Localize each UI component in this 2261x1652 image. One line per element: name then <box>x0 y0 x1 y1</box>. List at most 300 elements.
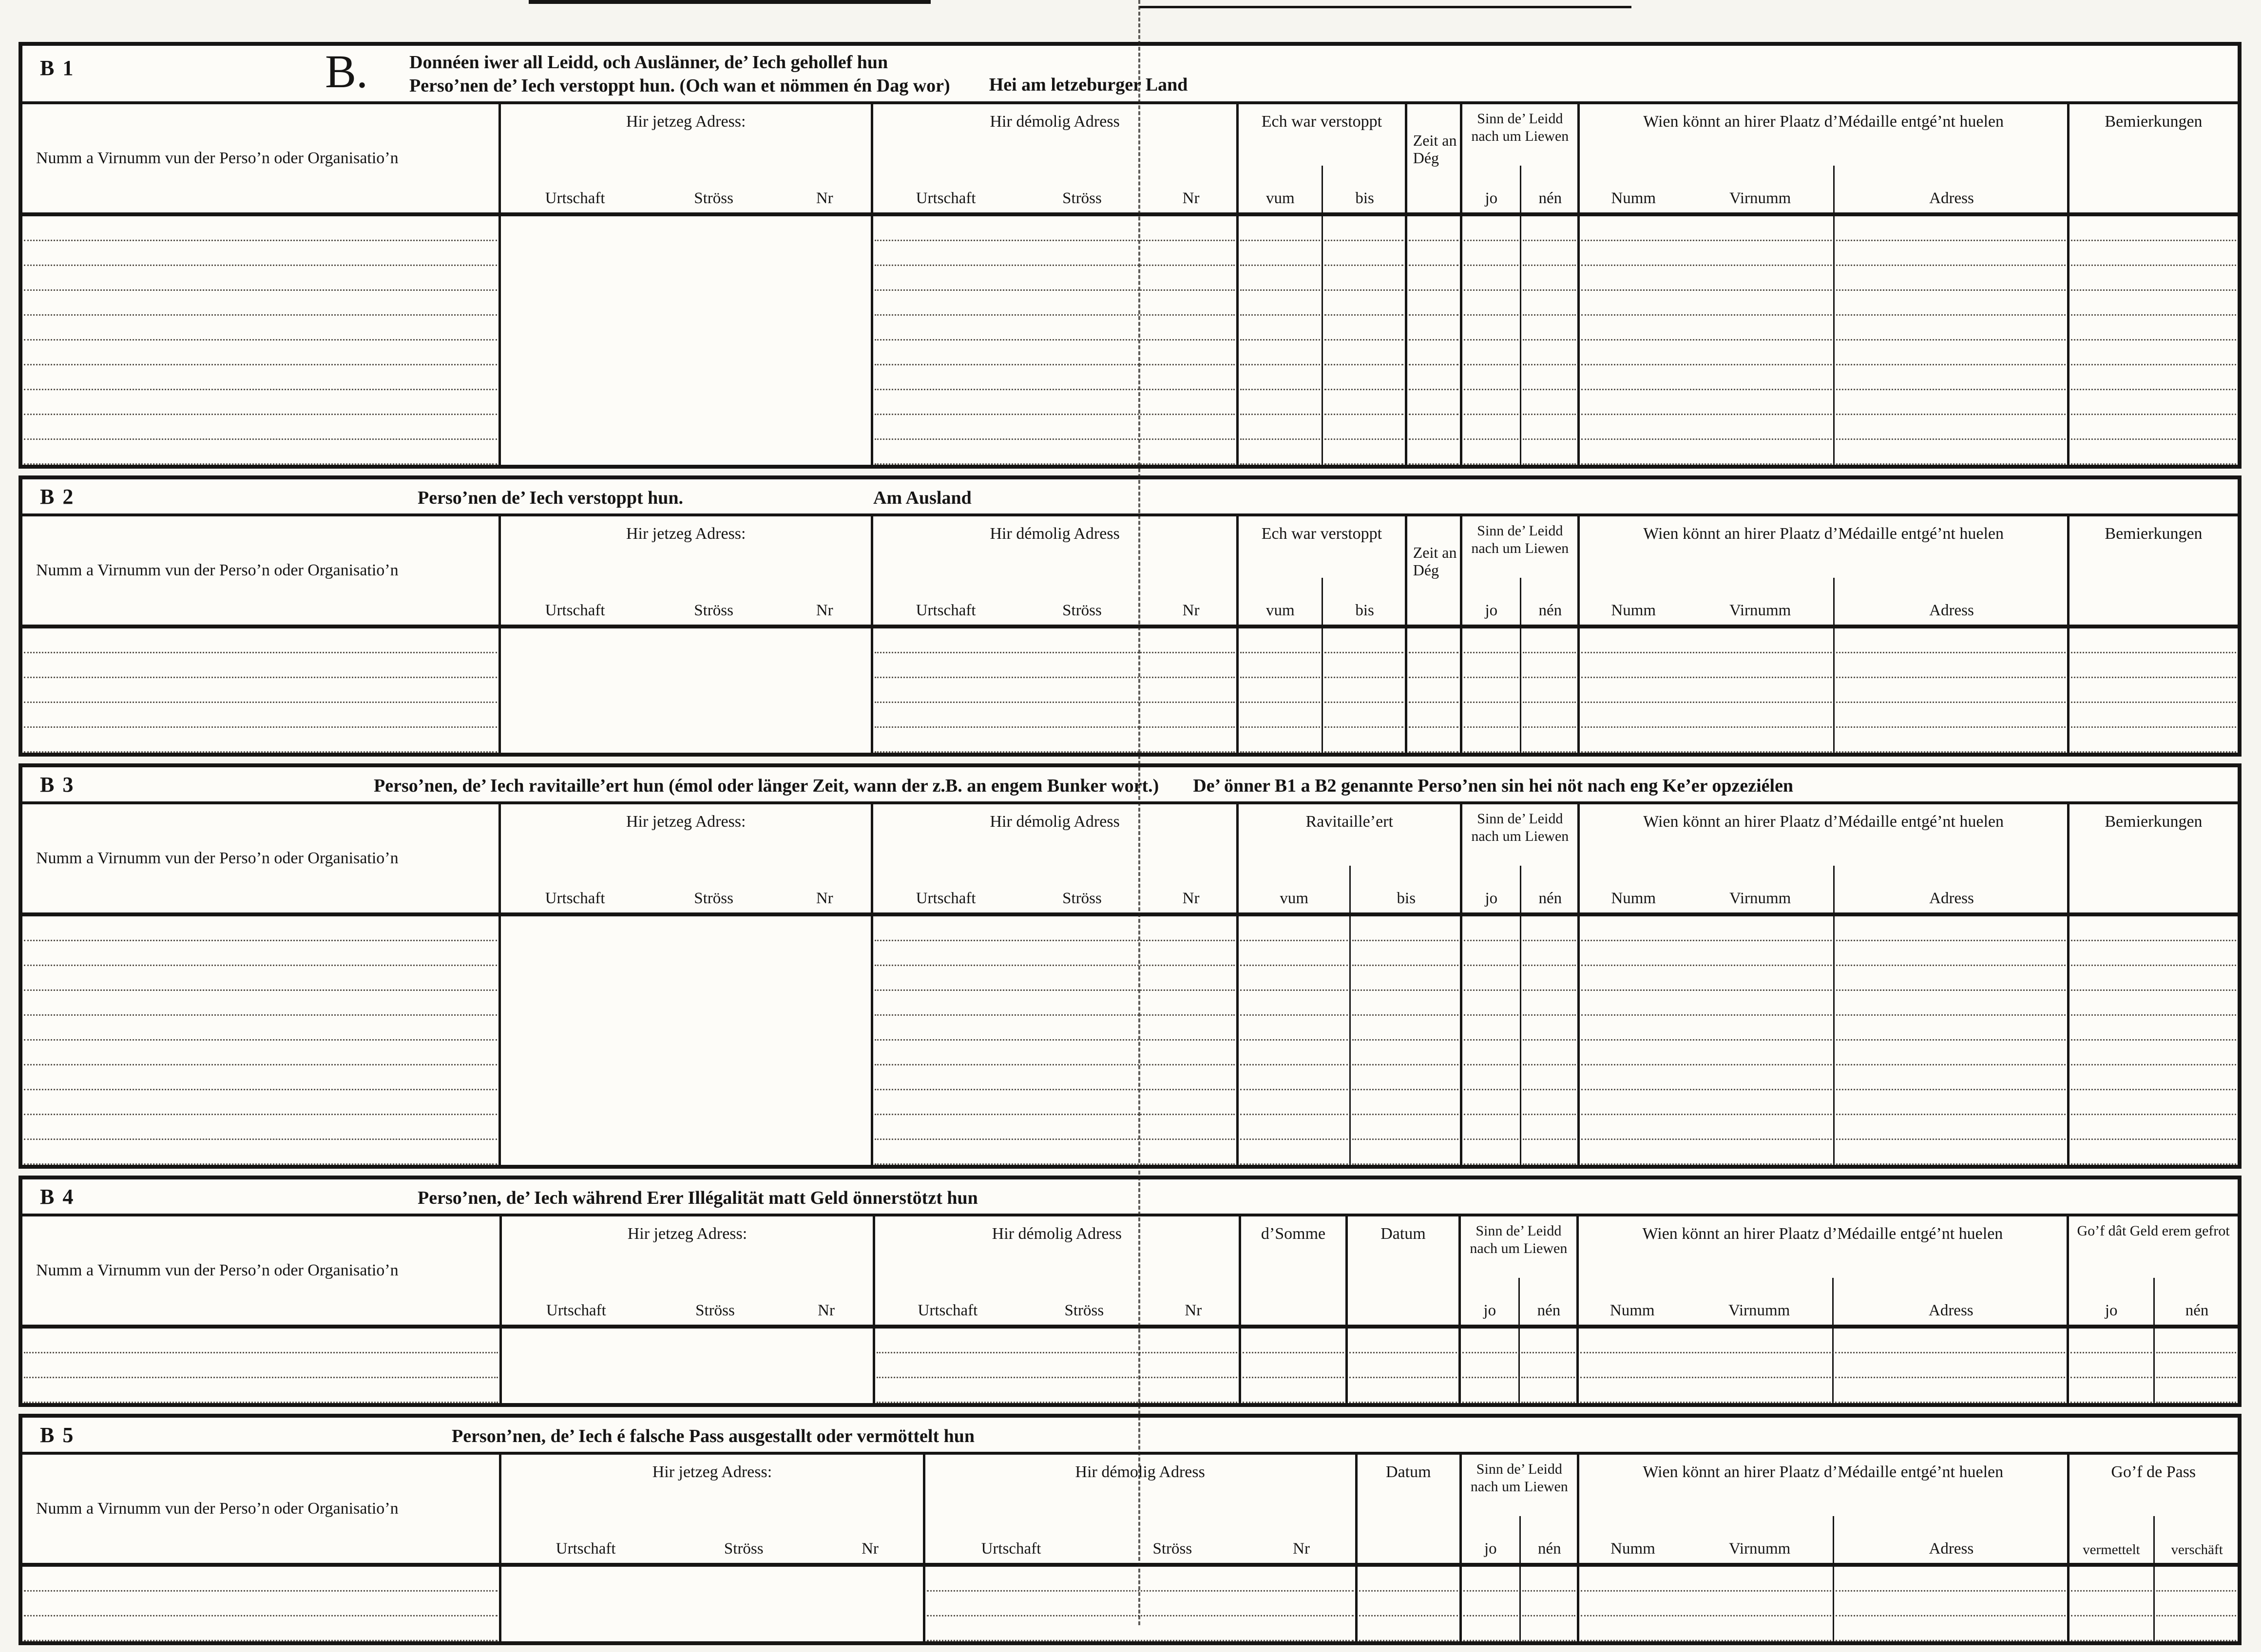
colheader-still-alive: Sinn de’ Leidd nach um Liewen jo nén <box>1459 1455 1577 1563</box>
fill-column-former-address <box>871 916 1236 1165</box>
dotted-fill-line <box>1836 415 2066 440</box>
dotted-fill-line <box>1352 941 1458 966</box>
subheader-no: nén <box>2153 1278 2239 1325</box>
dotted-fill-line <box>1324 341 1403 365</box>
dotted-fill-line <box>24 241 497 266</box>
dotted-fill-line <box>1464 966 1518 991</box>
section-id: B 2 <box>40 485 75 509</box>
dotted-fill-line <box>2071 628 2236 653</box>
dotted-fill-line <box>2071 966 2236 991</box>
dotted-fill-line <box>875 1065 1235 1090</box>
colheader-current-address: Hir jetzeg Adress: Urtschaft Ströss Nr <box>498 804 871 912</box>
dotted-fill-line <box>2071 678 2236 703</box>
dotted-fill-line <box>1324 653 1403 678</box>
dotted-fill-line <box>1836 628 2066 653</box>
subheader-surname: Numm <box>1611 602 1656 619</box>
dotted-fill-line <box>1836 966 2066 991</box>
colheader-former-address: Hir démolig Adress Urtschaft Ströss Nr <box>871 516 1236 625</box>
dotted-fill-line <box>2070 1378 2152 1403</box>
dotted-fill-line <box>2071 241 2236 266</box>
dotted-fill-line <box>2071 440 2236 465</box>
dotted-fill-line <box>1523 966 1576 991</box>
dotted-fill-line <box>1240 966 1348 991</box>
dotted-fill-line <box>1359 1567 1458 1592</box>
dotted-fill-line <box>1409 703 1459 728</box>
dotted-fill-line <box>2071 991 2236 1016</box>
colheader-supplied-period: Ravitaille’ert vum bis <box>1236 804 1460 912</box>
subheader-firstname: Virnumm <box>1686 1516 1834 1563</box>
dotted-fill-line <box>24 703 497 728</box>
dotted-fill-line <box>1463 1616 1518 1641</box>
dotted-fill-line <box>1523 628 1576 653</box>
section-title: Perso’nen de’ Iech verstoppt hun. <box>418 488 684 508</box>
dotted-fill-line <box>875 966 1235 991</box>
dotted-fill-line <box>875 991 1235 1016</box>
fill-column-alive <box>1460 916 1577 1165</box>
dotted-fill-line <box>1409 241 1459 266</box>
dotted-fill-line <box>1523 703 1576 728</box>
section-title: Person’nen, de’ Iech é falsche Pass ausgestallt oder vermöttelt hun <box>452 1426 975 1446</box>
fill-column-hidden-period <box>1236 216 1405 465</box>
section-b5-titlebar <box>22 1418 2238 1455</box>
dotted-fill-line <box>2071 1041 2236 1065</box>
dotted-fill-line <box>1464 216 1518 241</box>
dotted-fill-line <box>1581 1140 1832 1165</box>
dotted-fill-line <box>1409 266 1459 291</box>
subheader-number: Nr <box>818 1302 835 1319</box>
colheader-current-address: Hir jetzeg Adress: Urtschaft Ströss Nr <box>499 1216 872 1325</box>
dotted-fill-line <box>1581 365 1832 390</box>
dotted-fill-line <box>1836 365 2066 390</box>
dotted-fill-line <box>1464 703 1518 728</box>
section-b4 <box>19 1176 2242 1407</box>
dotted-fill-line <box>2071 1016 2236 1041</box>
dotted-fill-line <box>1580 1329 1831 1353</box>
dotted-fill-line <box>875 1140 1235 1165</box>
section-b4-titlebar <box>22 1179 2238 1216</box>
dotted-fill-line <box>1359 1592 1458 1616</box>
dotted-fill-line <box>1836 728 2066 753</box>
dotted-fill-line <box>875 653 1235 678</box>
dotted-fill-line <box>1581 266 1832 291</box>
subheader-street: Ströss <box>694 890 733 907</box>
subheader-yes: jo <box>1483 1302 1496 1319</box>
dotted-fill-line <box>1523 1065 1576 1090</box>
dotted-fill-line <box>1324 678 1403 703</box>
dotted-fill-line <box>1409 341 1459 365</box>
dotted-fill-line <box>1240 216 1320 241</box>
dotted-fill-line <box>1523 678 1576 703</box>
dotted-fill-line <box>1581 678 1832 703</box>
dotted-fill-line <box>2071 1140 2236 1165</box>
dotted-fill-line <box>1522 1592 1575 1616</box>
dotted-fill-line <box>1581 703 1832 728</box>
dotted-fill-line <box>1409 316 1459 341</box>
subheader-town: Urtschaft <box>916 890 976 907</box>
dotted-fill-line <box>1836 1567 2065 1592</box>
section-title: Perso’nen, de’ Iech ravitaille’ert hun (émol oder länger Zeit, wann der z.B. an engem Bunker wort.) <box>374 776 1159 796</box>
subheader-no: nén <box>1519 1516 1578 1563</box>
dotted-fill-line <box>1464 728 1518 753</box>
dotted-fill-line <box>1523 1090 1576 1115</box>
dotted-fill-line <box>1462 1353 1517 1378</box>
dotted-fill-line <box>24 365 497 390</box>
colheader-medal-recipient: Wien könnt an hirer Plaatz d’Médaille entgé’nt huelen Numm Virnumm Adress <box>1577 1455 2067 1563</box>
section-b2-header-row <box>22 516 2238 628</box>
dotted-fill-line <box>1521 1329 1574 1353</box>
section-title-line1: Donnéen iwer all Leidd, och Auslänner, de’ Iech gehollef hun <box>409 52 888 73</box>
section-id: B 3 <box>40 773 75 797</box>
dotted-fill-line <box>1359 1616 1458 1641</box>
dotted-fill-line <box>2156 1616 2236 1641</box>
dotted-fill-line <box>2070 1353 2152 1378</box>
dotted-fill-line <box>24 966 497 991</box>
dotted-fill-line <box>1240 1090 1348 1115</box>
dotted-fill-line <box>1240 241 1320 266</box>
dotted-fill-line <box>1464 1041 1518 1065</box>
subheader-address: Adress <box>1929 890 1974 907</box>
dotted-fill-line <box>1836 1041 2066 1065</box>
dotted-fill-line <box>1324 703 1403 728</box>
dotted-fill-line <box>1581 653 1832 678</box>
fill-column-name <box>22 916 498 1165</box>
dotted-fill-line <box>24 216 497 241</box>
subheader-street: Ströss <box>1062 190 1102 207</box>
colheader-former-address: Hir démolig Adress Urtschaft Ströss Nr <box>871 104 1236 212</box>
dotted-fill-line <box>1581 241 1832 266</box>
dotted-fill-line <box>2071 941 2236 966</box>
dotted-fill-line <box>2071 653 2236 678</box>
dotted-fill-line <box>24 653 497 678</box>
dotted-fill-line <box>1464 628 1518 653</box>
subheader-town: Urtschaft <box>546 1302 606 1319</box>
subheader-number: Nr <box>862 1540 879 1557</box>
dotted-fill-line <box>1324 316 1403 341</box>
subheader-yes: jo <box>2105 1302 2118 1319</box>
subheader-number: Nr <box>1185 1302 1202 1319</box>
subheader-firstname: Virnumm <box>1687 578 1835 625</box>
dotted-fill-line <box>1835 1378 2065 1403</box>
dotted-fill-line <box>1523 415 1576 440</box>
subheader-street: Ströss <box>695 1302 735 1319</box>
section-b1-titlebar <box>22 46 2238 104</box>
colheader-hidden-period: Ech war verstoppt vum bis <box>1236 104 1405 212</box>
dotted-fill-line <box>2071 316 2236 341</box>
subheader-town: Urtschaft <box>981 1540 1041 1557</box>
dotted-fill-line <box>1352 1090 1458 1115</box>
dotted-fill-line <box>24 1041 497 1065</box>
dotted-fill-line <box>1240 703 1320 728</box>
dotted-fill-line <box>1835 1353 2065 1378</box>
dotted-fill-line <box>2071 341 2236 365</box>
dotted-fill-line <box>1523 653 1576 678</box>
dotted-fill-line <box>24 1115 497 1140</box>
section-b1 <box>19 42 2242 469</box>
colheader-current-address: Hir jetzeg Adress: Urtschaft Ströss Nr <box>499 1455 922 1563</box>
dotted-fill-line <box>24 1353 498 1378</box>
dotted-fill-line <box>1464 1115 1518 1140</box>
dotted-fill-line <box>1349 1378 1457 1403</box>
colheader-still-alive: Sinn de’ Leidd nach um Liewen jo nén <box>1460 104 1577 212</box>
subheader-address: Adress <box>1929 602 1974 619</box>
colheader-time-in-days: Zeit an Dég <box>1405 516 1460 625</box>
subheader-address: Adress <box>1929 1540 1974 1557</box>
dotted-fill-line <box>1836 991 2066 1016</box>
dotted-fill-line <box>24 1090 497 1115</box>
dotted-fill-line <box>1464 291 1518 316</box>
subheader-town: Urtschaft <box>916 602 976 619</box>
dotted-fill-line <box>1523 291 1576 316</box>
dotted-fill-line <box>1836 1616 2065 1641</box>
dotted-fill-line <box>1836 266 2066 291</box>
dotted-fill-line <box>1352 991 1458 1016</box>
dotted-fill-line <box>2071 216 2236 241</box>
dotted-fill-line <box>24 941 497 966</box>
colheader-remarks: Bemierkungen <box>2067 104 2238 212</box>
dotted-fill-line <box>1324 241 1403 266</box>
dotted-fill-line <box>1523 941 1576 966</box>
subheader-to: bis <box>1322 578 1406 625</box>
colheader-name: Numm a Virnumm vun der Perso’n oder Organisatio’n <box>36 849 399 867</box>
dotted-fill-line <box>875 266 1235 291</box>
dotted-fill-line <box>1581 916 1832 941</box>
dotted-fill-line <box>1581 1065 1832 1090</box>
subheader-surname: Numm <box>1611 190 1656 207</box>
dotted-fill-line <box>24 266 497 291</box>
dotted-fill-line <box>1240 628 1320 653</box>
dotted-fill-line <box>1836 216 2066 241</box>
section-b4-header-row <box>22 1216 2238 1329</box>
dotted-fill-line <box>1836 703 2066 728</box>
dotted-fill-line <box>1836 316 2066 341</box>
subheader-town: Urtschaft <box>545 602 605 619</box>
dotted-fill-line <box>1581 941 1832 966</box>
dotted-fill-line <box>875 703 1235 728</box>
subheader-town: Urtschaft <box>545 190 605 207</box>
subheader-surname: Numm <box>1610 1302 1655 1319</box>
colheader-still-alive: Sinn de’ Leidd nach um Liewen jo nén <box>1460 516 1577 625</box>
dotted-fill-line <box>1522 1567 1575 1592</box>
dotted-fill-line <box>1352 1016 1458 1041</box>
subheader-town: Urtschaft <box>556 1540 616 1557</box>
dotted-fill-line <box>1462 1329 1517 1353</box>
fill-column-date <box>1355 1567 1459 1641</box>
dotted-fill-line <box>1581 1090 1832 1115</box>
subheader-from: vum <box>1265 602 1295 619</box>
dotted-fill-line <box>24 1592 498 1616</box>
colheader-former-address: Hir démolig Adress Urtschaft Ströss Nr <box>873 1216 1239 1325</box>
subheader-surname: Numm <box>1611 890 1656 907</box>
dotted-fill-line <box>1464 241 1518 266</box>
dotted-fill-line <box>1523 390 1576 415</box>
dotted-fill-line <box>1581 1041 1832 1065</box>
section-b2-body <box>22 628 2238 753</box>
dotted-fill-line <box>2071 266 2236 291</box>
fill-column-money-returned <box>2067 1329 2238 1403</box>
dotted-fill-line <box>24 1016 497 1041</box>
subheader-yes: jo <box>1484 1540 1497 1557</box>
dotted-fill-line <box>1581 1616 1831 1641</box>
fill-column-hidden-period <box>1236 628 1405 753</box>
dotted-fill-line <box>1836 916 2066 941</box>
dotted-fill-line <box>875 941 1235 966</box>
dotted-fill-line <box>1409 628 1459 653</box>
dotted-fill-line <box>24 1065 497 1090</box>
section-b3-header-row <box>22 804 2238 916</box>
fill-column-pass-given <box>2067 1567 2238 1641</box>
dotted-fill-line <box>1240 390 1320 415</box>
dotted-fill-line <box>1409 365 1459 390</box>
fill-column-supplied-period <box>1236 916 1460 1165</box>
dotted-fill-line <box>875 728 1235 753</box>
dotted-fill-line <box>1240 678 1320 703</box>
dotted-fill-line <box>2071 1065 2236 1090</box>
fill-column-medal <box>1577 1567 2067 1641</box>
section-b5 <box>19 1414 2242 1645</box>
colheader-date: Datum <box>1355 1455 1459 1563</box>
dotted-fill-line <box>1409 390 1459 415</box>
dotted-fill-line <box>1523 216 1576 241</box>
fill-column-current-address <box>498 216 871 465</box>
fill-column-remarks <box>2067 628 2238 753</box>
dotted-fill-line <box>1836 241 2066 266</box>
colheader-still-alive: Sinn de’ Leidd nach um Liewen jo nén <box>1460 804 1577 912</box>
dotted-fill-line <box>1464 991 1518 1016</box>
dotted-fill-line <box>1464 365 1518 390</box>
fill-column-name <box>22 216 498 465</box>
subheader-verschaft: verschäft <box>2153 1516 2239 1563</box>
fill-column-remarks <box>2067 216 2238 465</box>
colheader-remarks: Bemierkungen <box>2067 804 2238 912</box>
dotted-fill-line <box>1352 966 1458 991</box>
colheader-medal-recipient: Wien könnt an hirer Plaatz d’Médaille entgé’nt huelen Numm Virnumm Adress <box>1576 1216 2067 1325</box>
dotted-fill-line <box>1523 1041 1576 1065</box>
fill-column-name <box>22 1329 499 1403</box>
scan-artifact-line <box>529 0 931 4</box>
dotted-fill-line <box>1464 1016 1518 1041</box>
subheader-number: Nr <box>1293 1540 1310 1557</box>
dotted-fill-line <box>1240 291 1320 316</box>
subheader-no: nén <box>1518 1278 1577 1325</box>
fill-column-date <box>1345 1329 1458 1403</box>
subheader-street: Ströss <box>1152 1540 1192 1557</box>
subheader-address: Adress <box>1928 1302 1974 1319</box>
dotted-fill-line <box>24 341 497 365</box>
dotted-fill-line <box>1523 916 1576 941</box>
dotted-fill-line <box>2156 1353 2236 1378</box>
dotted-fill-line <box>875 440 1235 465</box>
fill-column-medal <box>1577 916 2067 1165</box>
dotted-fill-line <box>1523 266 1576 291</box>
dotted-fill-line <box>1409 440 1459 465</box>
section-b3-titlebar <box>22 767 2238 804</box>
dotted-fill-line <box>1240 1065 1348 1090</box>
section-id: B 5 <box>40 1423 75 1447</box>
dotted-fill-line <box>1836 678 2066 703</box>
dotted-fill-line <box>1836 1592 2065 1616</box>
dotted-fill-line <box>1464 678 1518 703</box>
fill-column-time <box>1405 216 1460 465</box>
dotted-fill-line <box>1464 653 1518 678</box>
dotted-fill-line <box>1240 1016 1348 1041</box>
dotted-fill-line <box>1464 1065 1518 1090</box>
dotted-fill-line <box>1464 1090 1518 1115</box>
dotted-fill-line <box>1462 1378 1517 1403</box>
dotted-fill-line <box>1581 966 1832 991</box>
dotted-fill-line <box>1352 1115 1458 1140</box>
section-b5-header-row <box>22 1455 2238 1567</box>
dotted-fill-line <box>1240 266 1320 291</box>
dotted-fill-line <box>1581 1115 1832 1140</box>
fill-column-alive <box>1458 1329 1576 1403</box>
dotted-fill-line <box>1835 1329 2065 1353</box>
dotted-fill-line <box>1581 991 1832 1016</box>
dotted-fill-line <box>1463 1592 1518 1616</box>
colheader-name: Numm a Virnumm vun der Perso’n oder Organisatio’n <box>36 1500 399 1518</box>
dotted-fill-line <box>24 291 497 316</box>
dotted-fill-line <box>875 341 1235 365</box>
dotted-fill-line <box>1464 415 1518 440</box>
fill-column-alive <box>1459 1567 1577 1641</box>
subheader-from: vum <box>1265 190 1295 207</box>
colheader-current-address: Hir jetzeg Adress: Urtschaft Ströss Nr <box>498 104 871 212</box>
section-b3 <box>19 763 2242 1169</box>
dotted-fill-line <box>24 390 497 415</box>
subheader-yes: jo <box>1485 890 1498 907</box>
dotted-fill-line <box>2071 1567 2152 1592</box>
dotted-fill-line <box>1836 1016 2066 1041</box>
dotted-fill-line <box>1464 1140 1518 1165</box>
dotted-fill-line <box>1324 291 1403 316</box>
section-title: Perso’nen, de’ Iech während Erer Illégalität matt Geld önnerstötzt hun <box>418 1188 978 1208</box>
colheader-hidden-period: Ech war verstoppt vum bis <box>1236 516 1405 625</box>
dotted-fill-line <box>1581 728 1832 753</box>
colheader-current-address: Hir jetzeg Adress: Urtschaft Ströss Nr <box>498 516 871 625</box>
subheader-number: Nr <box>1182 890 1200 907</box>
subheader-street: Ströss <box>1064 1302 1104 1319</box>
colheader-former-address: Hir démolig Adress Urtschaft Ströss Nr <box>871 804 1236 912</box>
dotted-fill-line <box>1581 316 1832 341</box>
fill-column-remarks <box>2067 916 2238 1165</box>
dotted-fill-line <box>1581 1592 1831 1616</box>
dotted-fill-line <box>875 1115 1235 1140</box>
dotted-fill-line <box>1240 415 1320 440</box>
section-title <box>409 51 950 97</box>
section-title-suffix: De’ önner B1 a B2 genannte Perso’nen sin hei nöt nach eng Ke’er opzeziélen <box>1193 776 1794 796</box>
subheader-number: Nr <box>816 890 833 907</box>
subheader-to: bis <box>1349 866 1461 912</box>
dotted-fill-line <box>1240 440 1320 465</box>
fill-column-former-address <box>871 628 1236 753</box>
dotted-fill-line <box>2071 415 2236 440</box>
subheader-number: Nr <box>1182 602 1200 619</box>
colheader-date: Datum <box>1345 1216 1458 1325</box>
section-title-suffix: Hei am letzeburger Land <box>989 75 1188 95</box>
fill-column-former-address <box>871 216 1236 465</box>
dotted-fill-line <box>875 678 1235 703</box>
colheader-name: Numm a Virnumm vun der Perso’n oder Organisatio’n <box>36 149 399 167</box>
subheader-yes: jo <box>1485 190 1498 207</box>
subheader-number: Nr <box>816 190 833 207</box>
dotted-fill-line <box>24 440 497 465</box>
fill-column-medal <box>1577 216 2067 465</box>
subheader-street: Ströss <box>724 1540 764 1557</box>
dotted-fill-line <box>24 415 497 440</box>
dotted-fill-line <box>1581 440 1832 465</box>
dotted-fill-line <box>1324 728 1403 753</box>
dotted-fill-line <box>875 390 1235 415</box>
colheader-medal-recipient: Wien könnt an hirer Plaatz d’Médaille entgé’nt huelen Numm Virnumm Adress <box>1577 516 2067 625</box>
